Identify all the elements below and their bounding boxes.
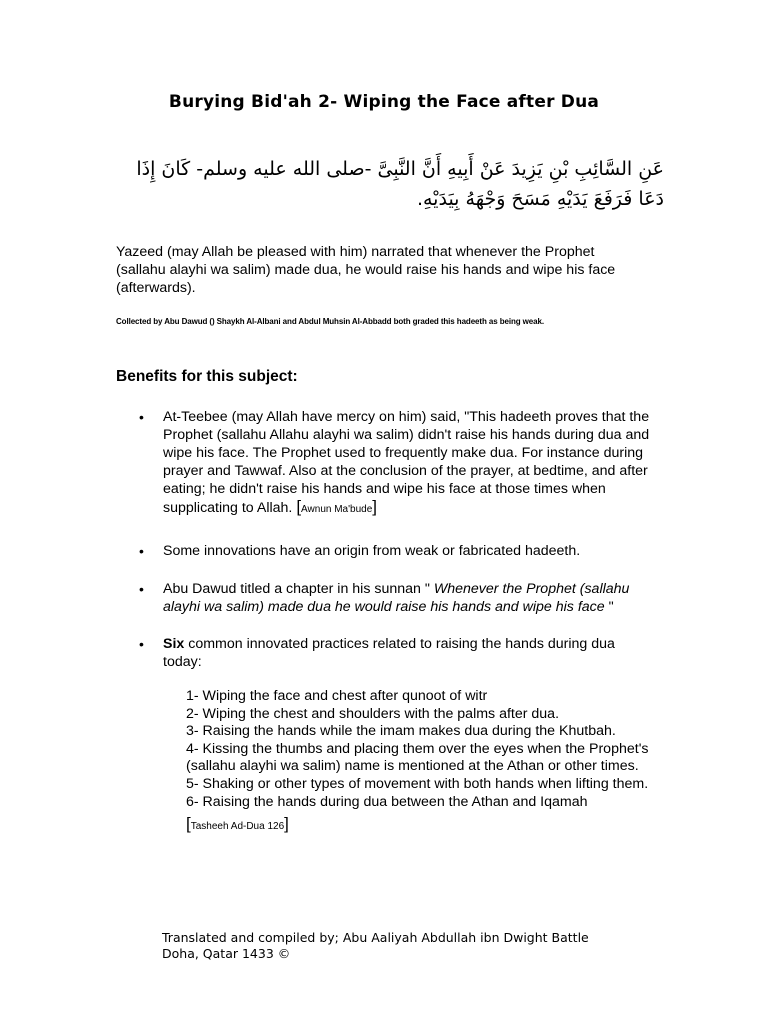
list-item: 6- Raising the hands during dua between the Athan and Iqamah [186, 793, 588, 810]
bullet-1-text: At-Teebee (may Allah have mercy on him) said, "This hadeeth proves that the Prophet (sallahu Allahu alayhi wa salim) didn't raise his hands during dua and wipe his face. The Prophet used to frequently make dua. For instance during prayer and Tawwaf. Also at the conclusion of the prayer, at bedtime, and after eating; he didn't raise his hands and wipe his face at those times when supplicating to Allah. [163, 409, 650, 516]
bullet-1-reference: Awnun Ma'bude [301, 504, 373, 515]
bullet-text [163, 635, 657, 671]
arabic-line-2: دَعَا فَرَفَعَ يَدَيْهِ مَسَحَ وَجْهَهُ بِيَدَيْهِ. [416, 188, 664, 210]
list-item: 1- Wiping the face and chest after qunoot of witr [186, 688, 488, 704]
benefits-heading: Benefits for this subject: [116, 368, 298, 385]
ref-bracket-close: ] [372, 497, 378, 516]
arabic-line-1: عَنِ السَّائِبِ بْنِ يَزِيدَ عَنْ أَبِيهِ أَنَّ النَّبِىَّ -صلى الله عليه وسلم- كَانَ إِذَا [136, 158, 664, 180]
bullet-icon: • [139, 636, 144, 652]
arabic-hadeeth [118, 154, 664, 214]
bullet-icon: • [139, 409, 144, 425]
bullet-icon: • [139, 581, 144, 597]
footer-credits [162, 930, 682, 962]
bullet-4-text: common innovated practices related to raising the hands during dua today: [163, 636, 615, 670]
list-item: 2- Wiping the chest and shoulders with the palms after dua. [186, 705, 560, 722]
bullet-3-prefix: Abu Dawud titled a chapter in his sunnan " [163, 581, 430, 597]
ref-bracket-close: ] [284, 814, 289, 834]
footer-translator: Translated and compiled by; Abu Aaliyah Abdullah ibn Dwight Battle [162, 930, 589, 945]
bullet-text [163, 580, 657, 616]
collection-note: Collected by Abu Dawud () Shaykh Al-Albani and Abdul Muhsin Al-Abbadd both graded this hadeeth as being weak. [116, 317, 544, 326]
practices-reference [186, 815, 656, 836]
bullet-icon: • [139, 543, 144, 559]
bullet-3-suffix: " [608, 599, 614, 615]
innovated-practices-list [186, 688, 656, 836]
practices-reference-text: Tasheeh Ad-Dua 126 [190, 821, 285, 833]
bullet-text [163, 408, 657, 519]
ref-bracket-open: [ [186, 814, 191, 834]
list-item: 3- Raising the hands while the imam makes dua during the Khutbah. [186, 723, 616, 740]
ref-bracket-open: [ [296, 497, 302, 516]
bullet-3-chapter-title: Whenever the Prophet (sallahu alayhi wa salim) made dua he would raise his hands and wipe his face [163, 581, 630, 615]
bullet-2-text: Some innovations have an origin from weak or fabricated hadeeth. [163, 543, 581, 559]
narration-paragraph: Yazeed (may Allah be pleased with him) narrated that whenever the Prophet (sallahu alayhi wa salim) made dua, he would raise his hands and wipe his face (afterwards). [116, 244, 616, 296]
list-item: 5- Shaking or other types of movement with both hands when lifting them. [186, 775, 649, 792]
footer-location: Doha, Qatar 1433 © [162, 946, 291, 961]
document-title: Burying Bid'ah 2- Wiping the Face after Dua [168, 92, 600, 112]
list-item: 4- Kissing the thumbs and placing them over the eyes when the Prophet's (sallahu alayhi wa salim) name is mentioned at the Athan or other times. [186, 740, 649, 775]
bullet-4-bold: Six [163, 636, 185, 652]
